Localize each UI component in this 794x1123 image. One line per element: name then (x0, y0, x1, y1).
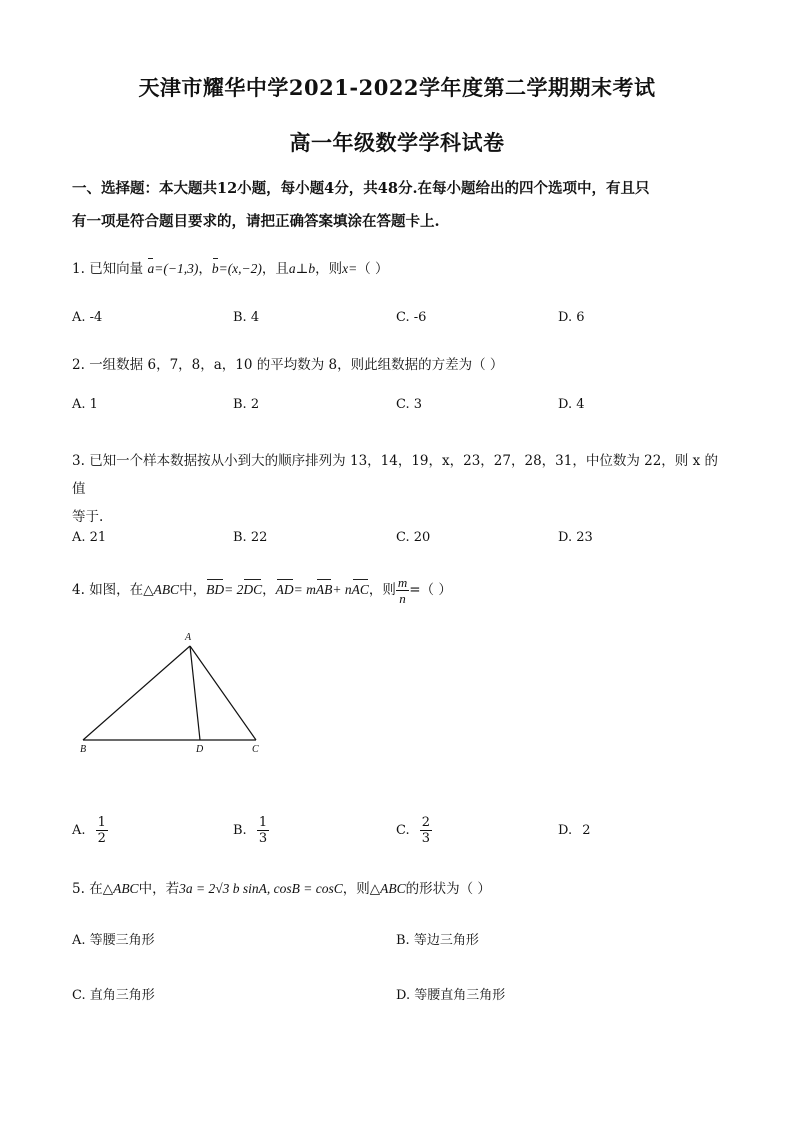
question-text-line2: 等于. (72, 509, 104, 525)
answer-paren: （ ） (357, 261, 389, 277)
vector-ad: AD (275, 582, 294, 597)
option-b[interactable]: B. 4 (233, 310, 260, 325)
question-text: 中，若 (138, 881, 180, 897)
question-text: 在 (89, 881, 103, 897)
section-instructions-line2: 有一项是符合题目要求的，请把正确答案填涂在答题卡上. (72, 213, 440, 230)
triangle-abc: △ABC (369, 881, 406, 896)
question-text: 如图，在 (89, 582, 144, 598)
plus-n: + n (332, 582, 352, 597)
vertex-label-b: B (80, 744, 87, 755)
vector-b: b (211, 261, 219, 276)
triangle-diagram (72, 628, 292, 758)
question-3 (72, 447, 724, 531)
question-text: ，则 (315, 261, 343, 277)
option-b[interactable]: B. 22 (233, 530, 268, 545)
option-b[interactable]: B. $\frac{1}{3}$ (233, 815, 268, 846)
question-text: ，则 (342, 881, 370, 897)
option-c[interactable]: C. $\frac{2}{3}$ (396, 815, 431, 846)
option-a[interactable]: A. 21 (72, 530, 107, 545)
section-instructions-line1: 一、选择题：本大题共12小题，每小题4分，共48分.在每小题给出的四个选项中，有且只 (72, 180, 650, 197)
vector-b-value: =(x,−2) (218, 261, 262, 276)
separator: ， (198, 261, 212, 277)
option-a[interactable]: A. $\frac{1}{2}$ (72, 815, 106, 846)
option-c[interactable]: C. 直角三角形 (72, 988, 155, 1003)
vector-a-value: =(−1,3) (154, 261, 199, 276)
option-c[interactable]: C. 3 (396, 397, 423, 412)
answer-paren: =（ ） (409, 582, 452, 598)
equals-m: = m (293, 582, 316, 597)
question-number: 4. (72, 582, 85, 598)
vector-a: a (147, 261, 155, 276)
option-c[interactable]: C. 20 (396, 530, 431, 545)
option-b[interactable]: B. 2 (233, 397, 260, 412)
option-d[interactable]: D. 4 (558, 397, 585, 412)
option-a[interactable]: A. -4 (72, 310, 103, 325)
segment-ad (190, 646, 200, 740)
question-number: 1. (72, 261, 85, 277)
vertex-label-c: C (252, 744, 259, 755)
fraction-m-over-n: $\frac{m}{n}$ (397, 575, 408, 606)
option-d[interactable]: D. 2 (558, 823, 591, 838)
question-text: 已知向量 (89, 261, 144, 277)
vector-ab: AB (315, 582, 333, 597)
point-label-d: D (196, 744, 204, 755)
unknown-x: x= (342, 261, 358, 276)
exam-subtitle: 高一年级数学学科试卷 (289, 130, 505, 155)
option-d[interactable]: D. 6 (558, 310, 585, 325)
section-instructions (72, 172, 732, 238)
vector-ac: AC (351, 582, 369, 597)
question-text: 中， (179, 582, 207, 598)
question-text: 的形状为（ ） (405, 881, 491, 897)
question-number: 3. (72, 453, 85, 469)
question-text: ，则 (368, 582, 396, 598)
side-ab (83, 646, 190, 740)
question-4 (72, 575, 452, 606)
question-text-line1: 已知一个样本数据按从小到大的顺序排列为 13，14，19，x，23，27，28，31，中位数为 22，则 x 的值 (72, 453, 719, 497)
vertex-label-a: A (185, 632, 192, 643)
side-ac (190, 646, 256, 740)
separator: ， (262, 582, 276, 598)
option-a[interactable]: A. 1 (72, 397, 98, 412)
option-d[interactable]: D. 23 (558, 530, 593, 545)
question-2 (72, 353, 503, 373)
question-5 (72, 877, 491, 897)
vector-dc: DC (243, 582, 263, 597)
question-number: 5. (72, 881, 85, 897)
condition-formula: 3a = 2√3 b sinA, cosB = cosC (179, 881, 343, 896)
option-d[interactable]: D. 等腰直角三角形 (396, 988, 506, 1003)
question-1 (72, 257, 389, 277)
option-b[interactable]: B. 等边三角形 (396, 933, 479, 948)
perpendicular-condition: a⊥b (288, 261, 316, 276)
question-text: ，且 (261, 261, 289, 277)
question-number: 2. (72, 357, 85, 373)
option-a[interactable]: A. 等腰三角形 (72, 933, 155, 948)
exam-title: 天津市耀华中学2021-2022学年度第二学期期末考试 (138, 75, 656, 100)
option-c[interactable]: C. -6 (396, 310, 427, 325)
triangle-abc: △ABC (143, 582, 180, 597)
vector-bd: BD (206, 582, 225, 597)
question-text: 一组数据 6，7，8，a，10 的平均数为 8，则此组数据的方差为（ ） (89, 357, 504, 373)
equals-2: = 2 (224, 582, 244, 597)
triangle-abc: △ABC (102, 881, 139, 896)
